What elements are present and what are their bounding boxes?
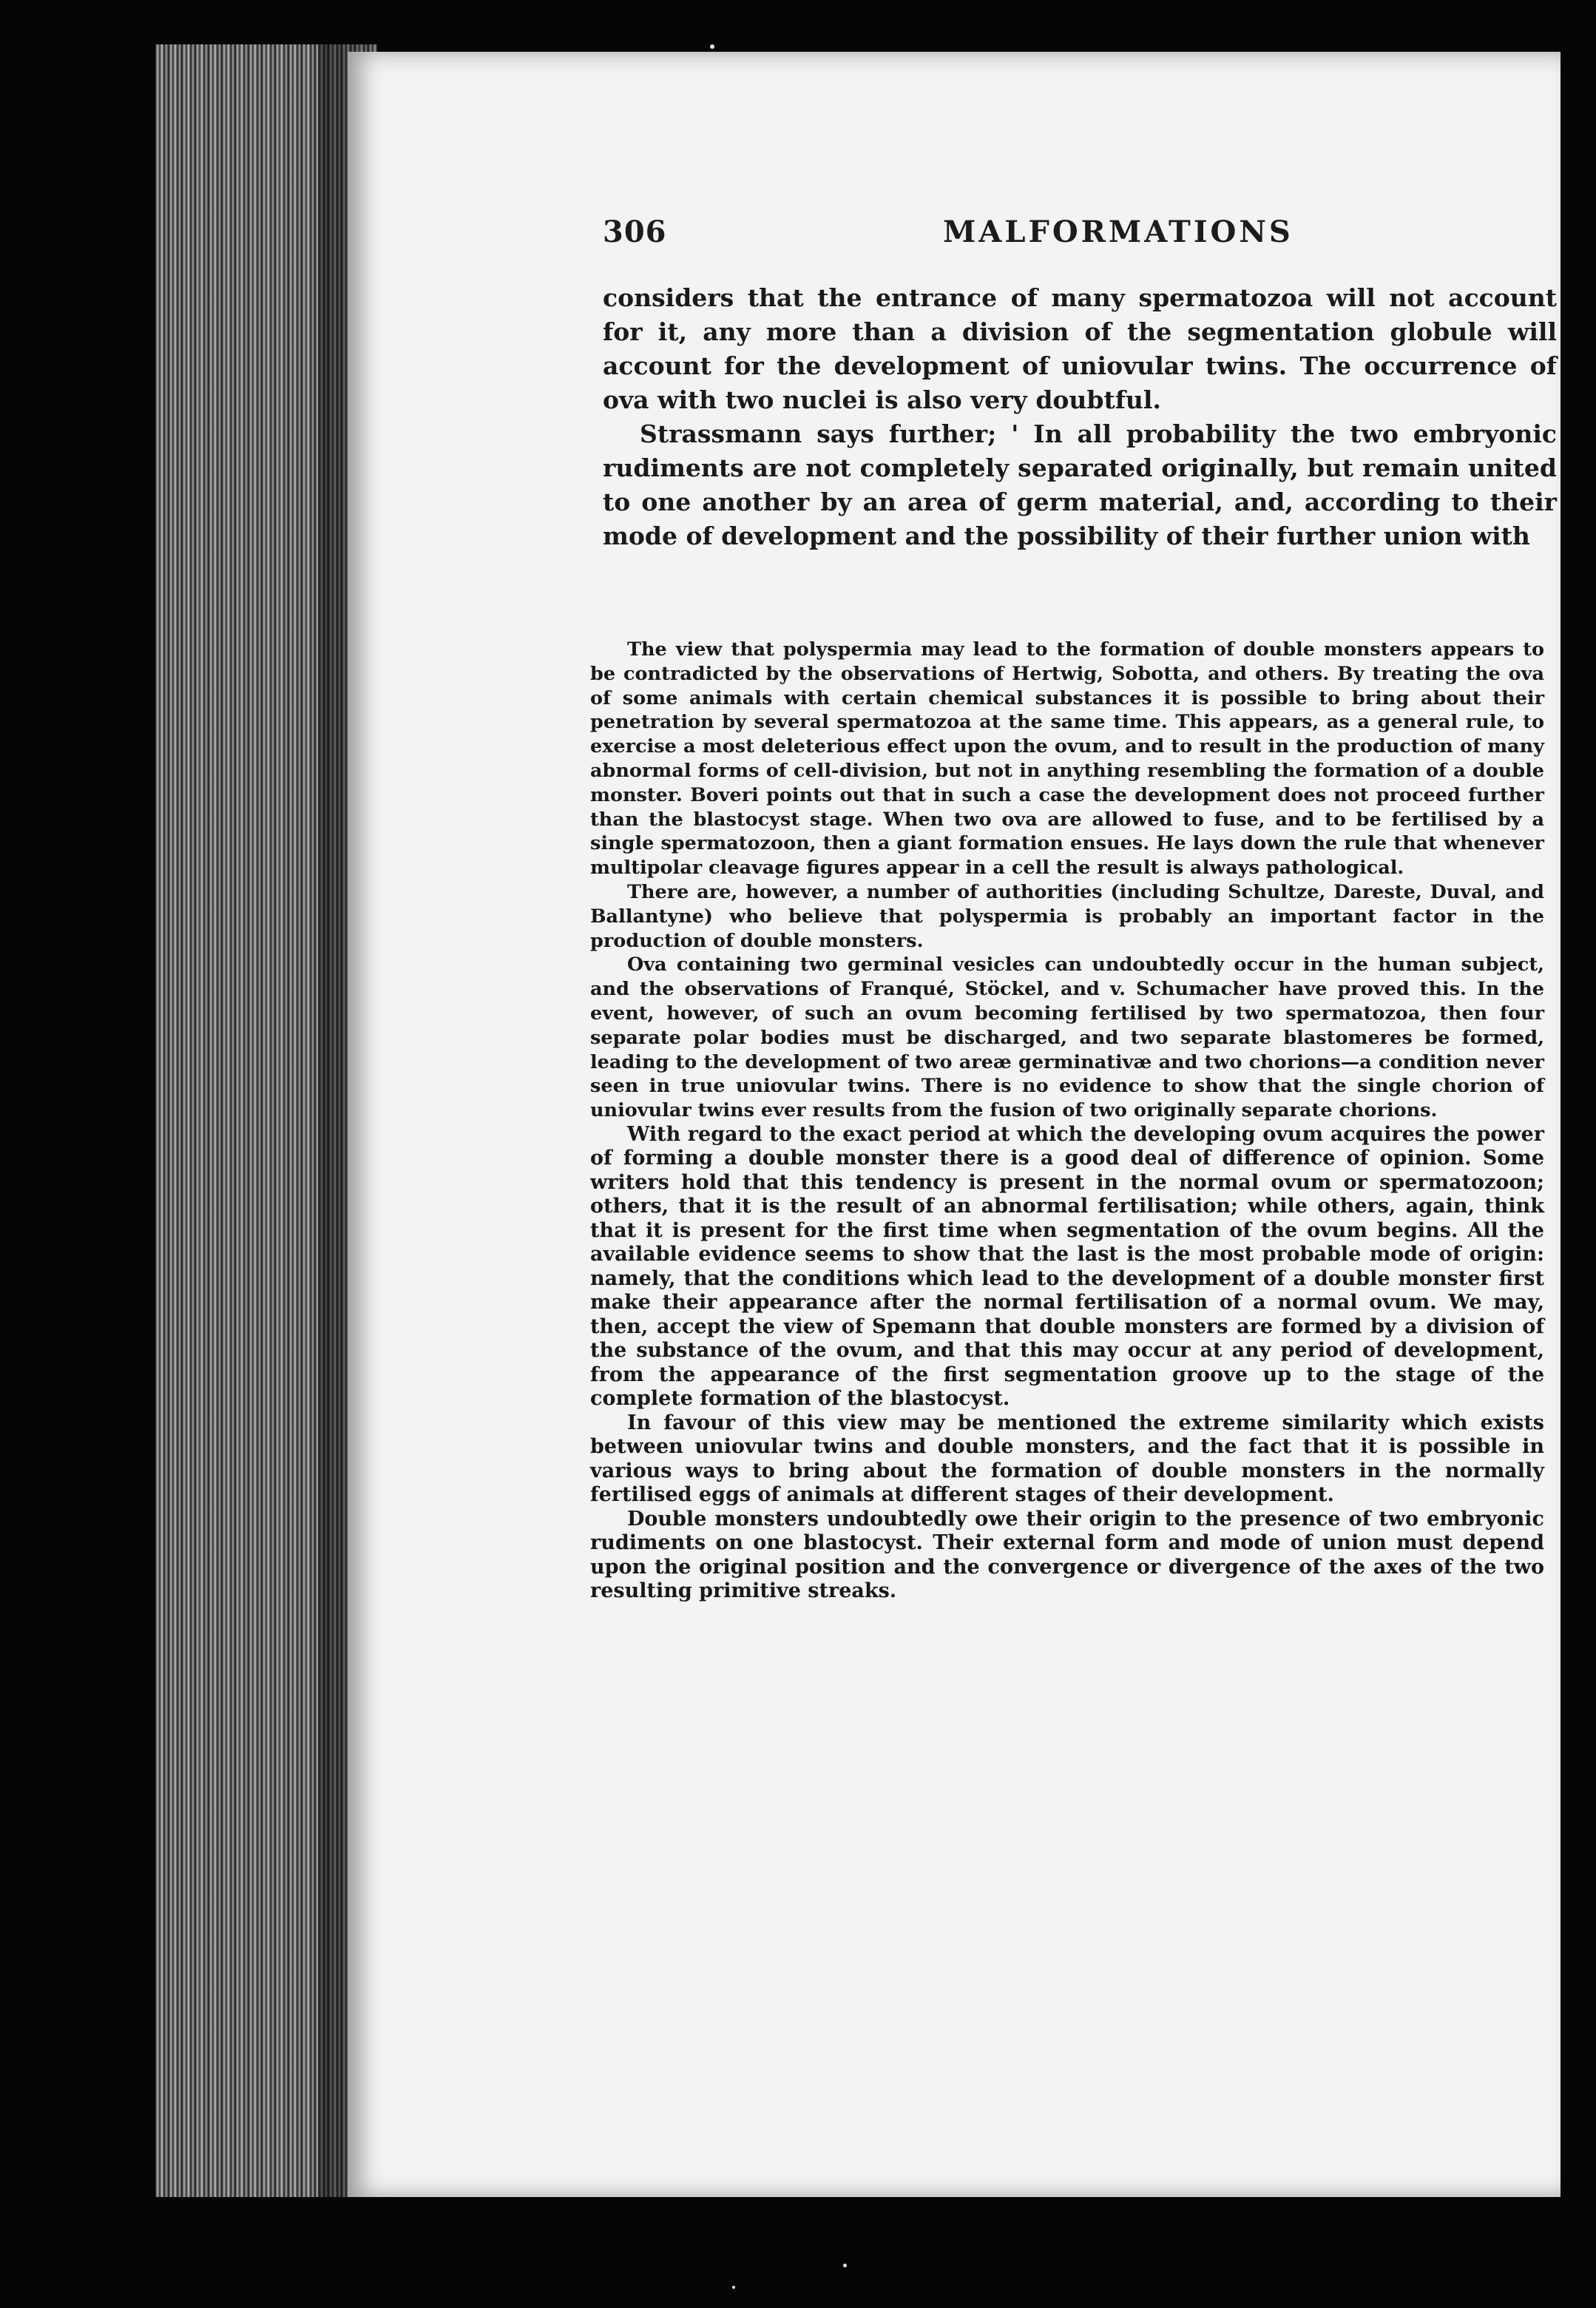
main-text: [603, 281, 1557, 553]
footnote-2: Ova containing two germinal vesicles can undoubtedly occur in the human subject, and the observations of Franqué, Stöckel, and v. Schumacher have proved this. In the event, however, of such an ovum becoming fertilised by two spermatozoa, then four separate polar bodies must be discharged, and two separate blastomeres be formed, leading to the development of two areæ germinativæ and two chorions—a condition never seen in true uniovular twins. There is no evidence to show that the single chorion of uniovular twins ever results from the fusion of two originally separate chorions.: [590, 954, 1544, 1122]
text-paragraph-favour: In favour of this view may be mentioned the extreme similarity which exists between uniovular twins and double monsters, and the fact that it is possible in various ways to bring about the formation of double monsters in the normally fertilised eggs of animals at different stages of their development.: [590, 1411, 1544, 1507]
footnote-1: The view that polyspermia may lead to the formation of double monsters appears to be contradicted by the observations of Hertwig, Sobotta, and others. By treating the ova of some animals with certain chemical substances it is possible to bring about their penetration by several spermatozoa at the same time. This appears, as a general rule, to exercise a most deleterious effect upon the ovum, and to result in the production of many abnormal forms of cell-division, but not in anything resembling the formation of a double monster. Boveri points out that in such a case the development does not proceed further than the blastocyst stage. When two ova are allowed to fuse, and to be fertilised by a single spermatozoon, then a giant formation ensues. He lays down the rule that whenever multipolar cleavage figures appear in a cell the result is always pathological.: [590, 638, 1544, 880]
running-title: MALFORMATIONS: [943, 215, 1294, 249]
page-number: 306: [603, 215, 667, 249]
scan-speck: [732, 2286, 735, 2289]
body-paragraph-2: Strassmann says further; ' In all probability the two embryonic rudiments are not completely separated originally, but remain united to one another by an area of germ material, and, according to their mode of development and the possibility of their further union with: [603, 419, 1557, 550]
scan-speck: [710, 44, 714, 49]
footnote-1-continued: There are, however, a number of authorities (including Schultze, Dareste, Duval, and Ballantyne) who believe that polyspermia is probably an important factor in the production of double monsters.: [590, 880, 1544, 952]
body-paragraph-1: considers that the entrance of many spermatozoa will not account for it, any more than a division of the segmentation globule will account for the development of uniovular twins. The occurrence of ova with two nuclei is also very doubtful.: [603, 283, 1557, 414]
page-header: [603, 215, 1557, 259]
text-paragraph-double-monsters: Double monsters undoubtedly owe their origin to the presence of two embryonic rudiments on one blastocyst. Their external form and mode of union must depend upon the original position and the convergence or divergence of the axes of the two resulting primitive streaks.: [590, 1507, 1544, 1603]
scan-speck: [843, 2264, 847, 2267]
text-paragraph-period: With regard to the exact period at which the developing ovum acquires the power of forming a double monster there is a good deal of difference of opinion. Some writers hold that this tendency is present in the normal ovum or spermatozoon; others, that it is the result of an abnormal fertilisation; while others, again, think that it is present for the first time when segmentation of the ovum begins. All the available evidence seems to show that the last is the most probable mode of origin: namely, that the conditions which lead to the development of a double monster first make their appearance after the normal fertilisation of a normal ovum. We may, then, accept the view of Spemann that double monsters are formed by a division of the substance of the ovum, and that this may occur at any period of development, from the appearance of the first segmentation groove up to the stage of the complete formation of the blastocyst.: [590, 1122, 1544, 1411]
footnotes: [590, 638, 1544, 1604]
